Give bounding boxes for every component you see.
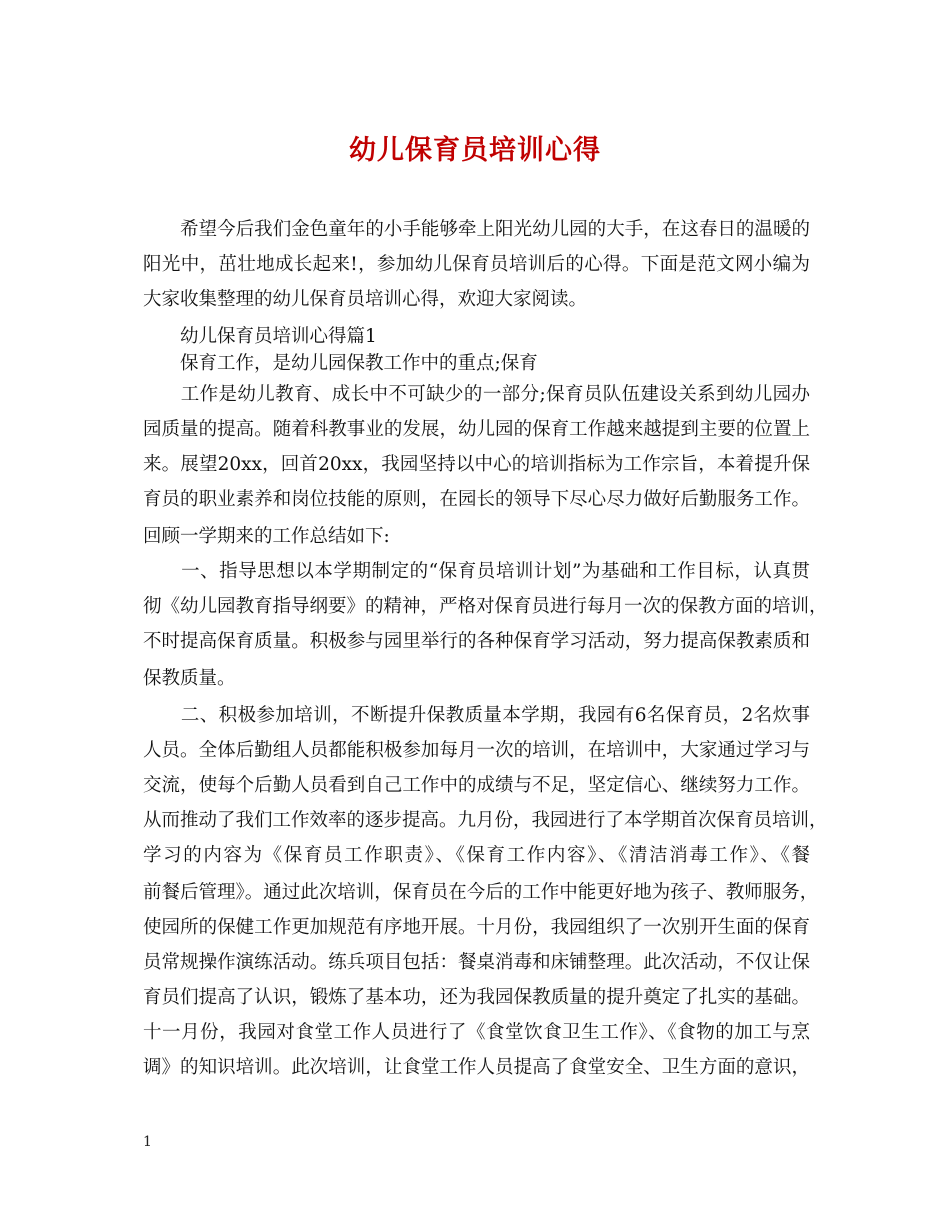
body-line: 育员的职业素养和岗位技能的原则，在园长的领导下尽心尽力做好后勤服务工作。: [143, 489, 810, 510]
body-line: 前餐后管理》。通过此次培训，保育员在今后的工作中能更好地为孩子、教师服务，: [143, 882, 819, 903]
body-line: 阳光中，茁壮地成长起来!，参加幼儿保育员培训后的心得。下面是范文网小编为: [143, 254, 810, 275]
body-line: 一、指导思想以本学期制定的“保育员培训计划”为基础和工作目标，认真贯: [143, 561, 810, 582]
body-line: 希望今后我们金色童年的小手能够牵上阳光幼儿园的大手，在这春日的温暖的: [143, 219, 810, 240]
body-line: 来。展望20xx，回首20xx，我园坚持以中心的培训指标为工作宗旨，本着提升保: [143, 454, 810, 475]
body-line: 彻《幼儿园教育指导纲要》的精神，严格对保育员进行每月一次的保教方面的培训，: [143, 596, 828, 617]
body-line: 从而推动了我们工作效率的逐步提高。九月份，我园进行了本学期首次保育员培训，: [143, 810, 828, 831]
body-line: 幼儿保育员培训心得篇1: [143, 326, 377, 347]
body-line: 保育工作，是幼儿园保教工作中的重点;保育: [143, 353, 538, 374]
body-line: 员常规操作演练活动。练兵项目包括：餐桌消毒和床铺整理。此次活动，不仅让保: [143, 952, 810, 973]
body-line: 回顾一学期来的工作总结如下:: [143, 526, 390, 547]
document-title: 幼儿保育员培训心得: [349, 135, 601, 166]
body-line: 调》的知识培训。此次培训，让食堂工作人员提高了食堂安全、卫生方面的意识，: [143, 1057, 810, 1078]
body-line: 不时提高保育质量。积极参与园里举行的各种保育学习活动，努力提高保教素质和: [143, 631, 810, 652]
body-line: 二、积极参加培训，不断提升保教质量本学期，我园有6名保育员，2名炊事: [143, 705, 810, 726]
page-number: 1: [143, 1134, 152, 1150]
body-line: 工作是幼儿教育、成长中不可缺少的一部分;保育员队伍建设关系到幼儿园办: [143, 384, 810, 405]
body-line: 十一月份，我园对食堂工作人员进行了《食堂饮食卫生工作》、《食物的加工与烹: [143, 1022, 810, 1043]
body-line: 学习的内容为《保育员工作职责》、《保育工作内容》、《清洁消毒工作》、《餐: [143, 845, 810, 866]
body-line: 大家收集整理的幼儿保育员培训心得，欢迎大家阅读。: [143, 289, 588, 310]
body-line: 园质量的提高。随着科教事业的发展，幼儿园的保育工作越来越提到主要的位置上: [143, 419, 810, 440]
body-line: 育员们提高了认识，锻炼了基本功，还为我园保教质量的提升奠定了扎实的基础。: [143, 987, 810, 1008]
body-line: 使园所的保健工作更加规范有序地开展。十月份，我园组织了一次别开生面的保育: [143, 917, 810, 938]
body-line: 人员。全体后勤组人员都能积极参加每月一次的培训，在培训中，大家通过学习与: [143, 740, 810, 761]
body-line: 交流，使每个后勤人员看到自己工作中的成绩与不足，坚定信心、继续努力工作。: [143, 775, 810, 796]
body-line: 保教质量。: [143, 668, 236, 689]
